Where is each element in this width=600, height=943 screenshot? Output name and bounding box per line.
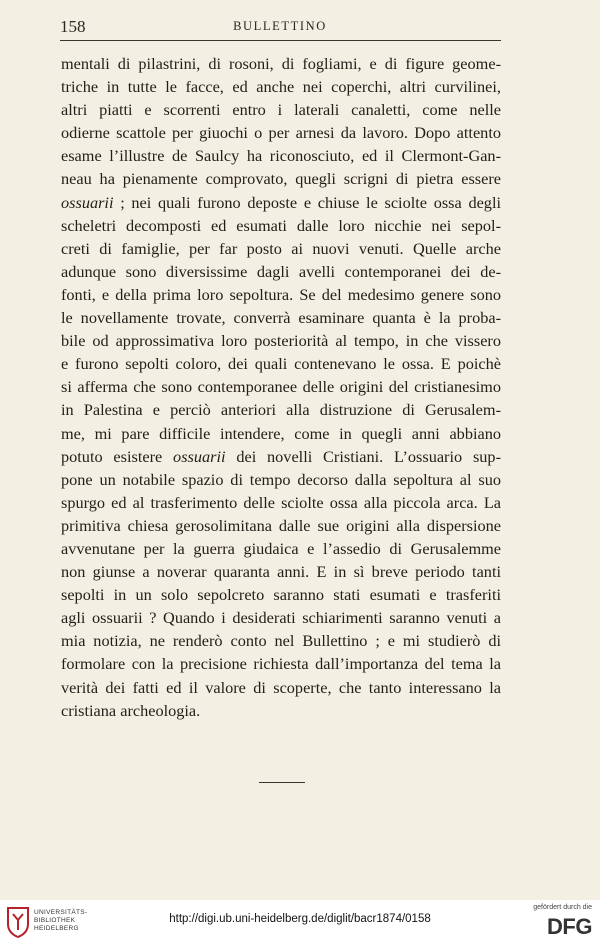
- running-head: BULLETTINO: [233, 19, 327, 33]
- text-line: scheletri decomposti ed esumati dalle loro nicchie nei sepol-: [61, 215, 501, 235]
- viewer-footer: [0, 900, 600, 943]
- page-header: [60, 17, 500, 39]
- text-line: odierne scattole per giuochi o per arnesi da lavoro. Dopo attento: [61, 123, 501, 143]
- library-name: UNIVERSITÄTS- BIBLIOTHEK HEIDELBERG: [34, 909, 88, 932]
- source-url-link[interactable]: http://digi.ub.uni-heidelberg.de/diglit/bacr1874/0158: [169, 913, 431, 925]
- text-line: verità dei fatti ed il valore di scoperte, che tanto interessano la: [61, 677, 501, 697]
- text-line: esame l’illustre de Saulcy ha riconosciuto, ed il Clermont-Gan-: [61, 146, 501, 166]
- text-line: cristiana archeologia.: [61, 700, 201, 720]
- text-line: creti di famiglie, per far posto ai nuovi venuti. Quelle arche: [61, 238, 501, 258]
- text-line: potuto esistere ossuarii dei novelli Cristiani. L’ossuario sup-: [61, 446, 501, 466]
- text-line: ossuarii ; nei quali furono deposte e chiuse le sciolte ossa degli: [61, 192, 501, 212]
- funder-mark: DFG: [547, 914, 592, 939]
- text-line: le novellamente trovate, converrà esaminare quanta è la proba-: [61, 308, 501, 328]
- text-line: si afferma che sono contemporanee delle origini del cristianesimo: [61, 377, 501, 397]
- text-line: spurgo ed al trasferimento delle sciolte ossa alla piccola arca. La: [61, 492, 501, 512]
- text-line: e furono sepolti coloro, dei quali contenevano le ossa. E poichè: [61, 354, 501, 374]
- text-line: triche in tutte le facce, ed anche nei coperchi, altri curvilinei,: [61, 77, 501, 97]
- text-line: sepolti in un solo sepolcreto saranno stati esumati e trasferiti: [61, 585, 501, 605]
- end-rule: [259, 782, 305, 783]
- text-line: neau ha pienamente comprovato, quegli scrigni di pietra essere: [61, 169, 501, 189]
- text-line: adunque sono diversissime dagli avelli contemporanei dei de-: [61, 261, 501, 281]
- text-line: pone un notabile spazio di tempo decorso dalla sepoltura al suo: [61, 469, 501, 489]
- body-text: [61, 52, 501, 722]
- text-line: formolare con la precisione richiesta dall’importanza del tema la: [61, 654, 501, 674]
- text-line: avvenutane per la guerra giudaica e l’assedio di Gerusalemme: [61, 538, 501, 558]
- text-line: mentali di pilastrini, di rosoni, di fogliami, e di figure geome-: [61, 54, 501, 73]
- dfg-logo[interactable]: [522, 904, 592, 940]
- text-line: me, mi pare difficile intendere, come in quegli anni abbiano: [61, 423, 501, 443]
- text-line: mia notizia, ne renderò conto nel Bullettino ; e mi studierò di: [61, 631, 501, 651]
- text-line: primitiva chiesa gerosolimitana dalle sue origini alla dispersione: [61, 515, 501, 535]
- header-rule: [60, 40, 501, 41]
- text-line: bile od approssimativa loro posteriorità al tempo, in che vissero: [61, 331, 501, 351]
- text-line: fonti, e della prima loro sepoltura. Se del medesimo genere sono: [61, 284, 501, 304]
- page-number: 158: [60, 17, 86, 36]
- funder-caption: gefördert durch die: [533, 904, 592, 911]
- text-line: in Palestina e perciò anteriori alla distruzione di Gerusalem-: [61, 400, 501, 420]
- text-line: altri piatti e scorrenti entro i laterali canaletti, come nelle: [61, 100, 501, 120]
- text-line: non giunse a noverar quaranta anni. E in sì breve periodo tanti: [61, 562, 501, 582]
- text-line: agli ossuarii ? Quando i desiderati schiarimenti saranno venuti a: [61, 608, 501, 628]
